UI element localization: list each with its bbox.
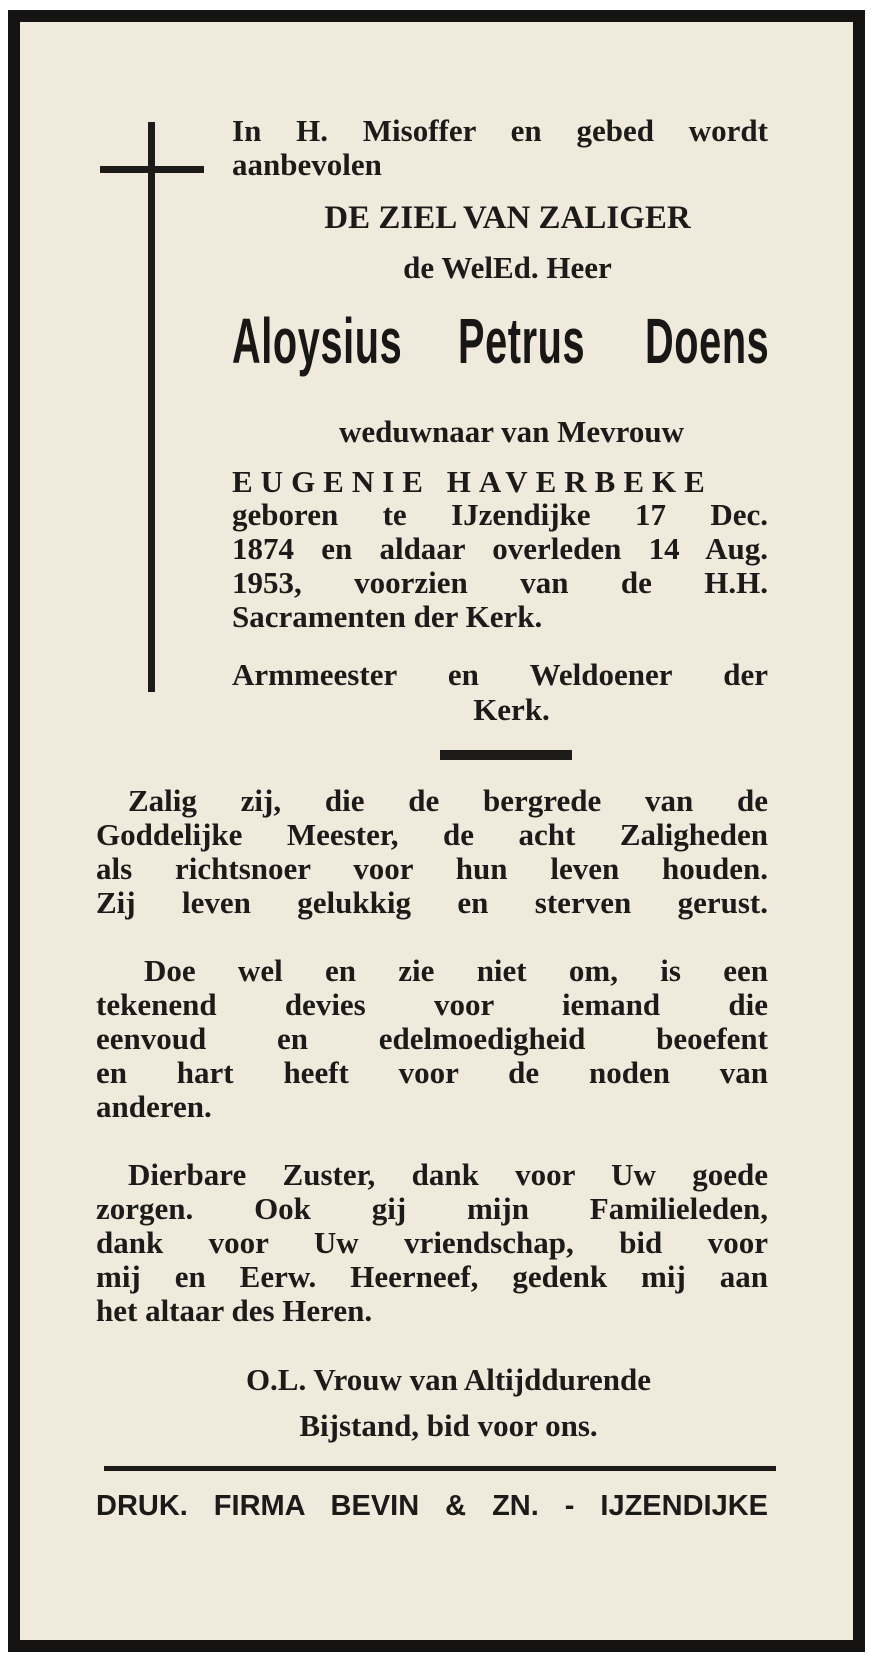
paragraph-line: zorgen. Ook gij mijn Familieleden,: [96, 1191, 768, 1226]
bio-line: 1874 en aldaar overleden 14 Aug.: [232, 531, 768, 566]
deceased-middle-name: Petrus: [458, 305, 586, 377]
deceased-first-name: Aloysius: [232, 305, 403, 377]
prayer-line-2: Bijstand, bid voor ons.: [299, 1408, 598, 1443]
printer-imprint: DRUK. FIRMA BEVIN & ZN. - IJZENDIJKE: [96, 1490, 768, 1522]
paragraph-line: Doe wel en zie niet om, is een: [144, 953, 768, 988]
divider-short: [440, 750, 572, 760]
soul-heading: DE ZIEL VAN ZALIGER: [324, 200, 691, 236]
intro-line-2: aanbevolen: [232, 147, 382, 182]
bio-line: 1953, voorzien van de H.H.: [232, 565, 768, 600]
paragraph-line: Dierbare Zuster, dank voor Uw goede: [128, 1157, 768, 1192]
cross-icon-bar: [100, 166, 204, 173]
paragraph-line: het altaar des Heren.: [96, 1293, 373, 1328]
paragraph-line: tekenend devies voor iemand die: [96, 987, 768, 1022]
memorial-card: [8, 10, 865, 1652]
wife-name: EUGENIE HAVERBEKE: [232, 464, 713, 499]
paragraph-line: als richtsnoer voor hun leven houden.: [96, 851, 768, 886]
role-line-1: Armmeester en Weldoener der: [232, 657, 768, 692]
paragraph-line: eenvoud en edelmoedigheid beoefent: [96, 1021, 768, 1056]
widower-line: weduwnaar van Mevrouw: [338, 414, 685, 449]
bio-line: Sacramenten der Kerk.: [232, 599, 543, 634]
divider-long: [104, 1466, 776, 1471]
paragraph-line: anderen.: [96, 1089, 212, 1124]
honorific-title: de WelEd. Heer: [403, 250, 612, 285]
paragraph-line: dank voor Uw vriendschap, bid voor: [96, 1225, 768, 1260]
bio-line: geboren te IJzendijke 17 Dec.: [232, 497, 768, 532]
intro-line-1: In H. Misoffer en gebed wordt: [232, 113, 768, 148]
paragraph-line: en hart heeft voor de noden van: [96, 1055, 768, 1090]
role-line-2: Kerk.: [473, 692, 550, 727]
deceased-last-name: Doens: [645, 305, 770, 377]
paragraph-line: Goddelijke Meester, de acht Zaligheden: [96, 817, 768, 852]
paragraph-line: mij en Eerw. Heerneef, gedenk mij aan: [96, 1259, 768, 1294]
prayer-line-1: O.L. Vrouw van Altijddurende: [245, 1362, 652, 1397]
paragraph-line: Zalig zij, die de bergrede van de: [128, 783, 768, 818]
paragraph-line: Zij leven gelukkig en sterven gerust.: [96, 885, 768, 920]
